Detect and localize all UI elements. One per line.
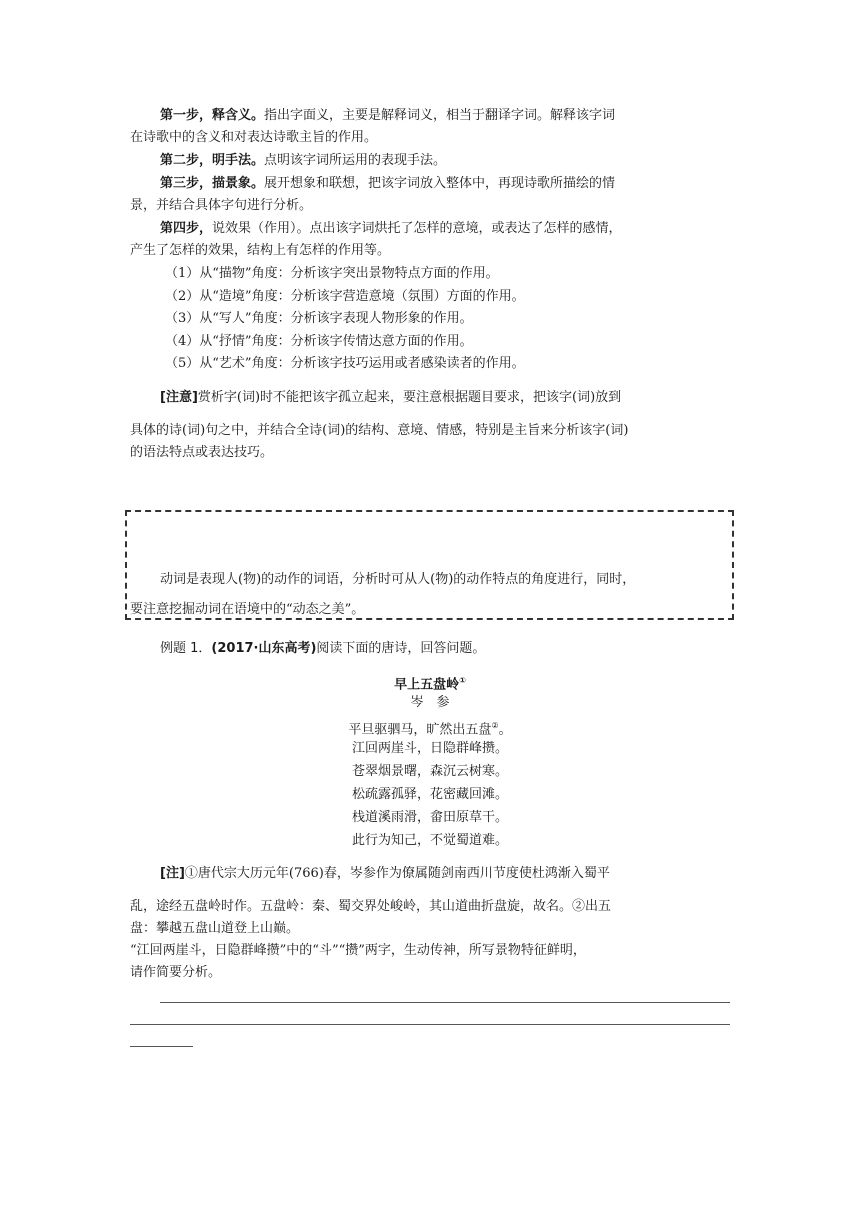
- angle-item: （2）从“造境”角度：分析该字营造意境（氛围）方面的作用。: [165, 289, 525, 304]
- example-instruction: 阅读下面的唐诗，回答问题。: [316, 641, 486, 656]
- example-source: (2017·山东高考): [211, 641, 317, 656]
- step-3-label: 第三步，描景象。: [160, 176, 265, 191]
- note-line-2: 具体的诗(词)句之中，并结合全诗(词)的结构、意境、情感，特别是主旨来分析该字(词): [130, 423, 629, 438]
- poem-line: 江回两崖斗，日隐群峰攒。: [351, 741, 508, 756]
- poem-title-note: ①: [459, 676, 466, 685]
- note-line-1: 赏析字(词)时不能把该字孤立起来，要注意根据题目要求，把该字(词)放到: [197, 390, 622, 405]
- poem-line-end: 。: [498, 722, 512, 738]
- step-1-text: 指出字面义，主要是解释词义，相当于翻译字词。解释该字词: [264, 108, 616, 123]
- tip-line-2: 要注意挖掘动词在语境中的“动态之美”。: [130, 602, 365, 617]
- answer-line[interactable]: [130, 1046, 193, 1047]
- example-header: [160, 639, 732, 659]
- poem-line: 栈道溪雨滑，畲田原草干。: [351, 810, 508, 825]
- answer-line[interactable]: [130, 1024, 730, 1025]
- annotation-line-3: 盘：攀越五盘山道登上山巅。: [130, 921, 300, 936]
- question-line-1: “江回两崖斗，日隐群峰攒”中的“斗”“攒”两字，生动传神，所写景物特征鲜明，: [130, 943, 586, 958]
- step-3-text: 展开想象和联想，把该字词放入整体中，再现诗歌所描绘的情: [264, 176, 616, 191]
- tip-line-1: 动词是表现人(物)的动作的词语，分析时可从人(物)的动作特点的角度进行，同时，: [160, 572, 636, 587]
- annotation-paragraph: [160, 864, 732, 884]
- step-4-text: 说效果（作用）。点出该字词烘托了怎样的意境，或表达了怎样的感情，: [212, 221, 622, 236]
- step-3: [160, 174, 732, 194]
- step-4: [160, 219, 732, 239]
- angle-item: （3）从“写人”角度：分析该字表现人物形象的作用。: [165, 311, 473, 326]
- annotation-line-2: 乱，途经五盘岭时作。五盘岭：秦、蜀交界处峻岭，其山道曲折盘旋，故名。②出五: [130, 899, 612, 914]
- answer-line[interactable]: [160, 1002, 730, 1003]
- note-label: [注意]: [160, 390, 198, 405]
- step-4-continued: 产生了怎样的效果，结构上有怎样的作用等。: [130, 243, 391, 258]
- poem-line: 松疏露孤驿，花密藏回滩。: [351, 787, 508, 802]
- question-line-2: 请作简要分析。: [130, 965, 222, 980]
- step-4-label: 第四步，: [160, 221, 213, 236]
- poem-line-note: ②: [491, 721, 499, 730]
- step-2: [160, 151, 732, 171]
- poem-title: [300, 671, 560, 695]
- step-2-text: 点明该字词所运用的表现手法。: [264, 153, 447, 168]
- angle-item: （5）从“艺术”角度：分析该字技巧运用或者感染读者的作用。: [165, 356, 525, 371]
- note-line-3: 的语法特点或表达技巧。: [130, 445, 274, 460]
- annotation-line-1: ①唐代宗大历元年(766)春，岑参作为僚属随剑南西川节度使杜鸿渐入蜀平: [184, 866, 610, 881]
- step-2-label: 第二步，明手法。: [160, 153, 265, 168]
- note-paragraph: [160, 388, 732, 408]
- step-1-continued: 在诗歌中的含义和对表达诗歌主旨的作用。: [130, 130, 378, 145]
- poem-line-text: 平旦驱驷马，旷然出五盘: [348, 722, 492, 738]
- step-1: [160, 106, 732, 126]
- step-3-continued: 景，并结合具体字句进行分析。: [130, 198, 313, 213]
- poem-line: 苍翠烟景曙，森沉云树寒。: [351, 764, 508, 779]
- angle-item: （4）从“抒情”角度：分析该字传情达意方面的作用。: [165, 334, 473, 349]
- annotation-label: [注]: [160, 866, 185, 881]
- poem-title-text: 早上五盘岭: [394, 677, 460, 693]
- poem-author: 岑 参: [410, 695, 450, 710]
- angle-item: （1）从“描物”角度：分析该字突出景物特点方面的作用。: [165, 266, 499, 281]
- poem-line: [300, 716, 560, 740]
- step-1-label: 第一步，释含义。: [160, 108, 265, 123]
- poem-line: 此行为知己，不觉蜀道难。: [351, 833, 508, 848]
- example-prefix: 例题 1．: [160, 641, 212, 656]
